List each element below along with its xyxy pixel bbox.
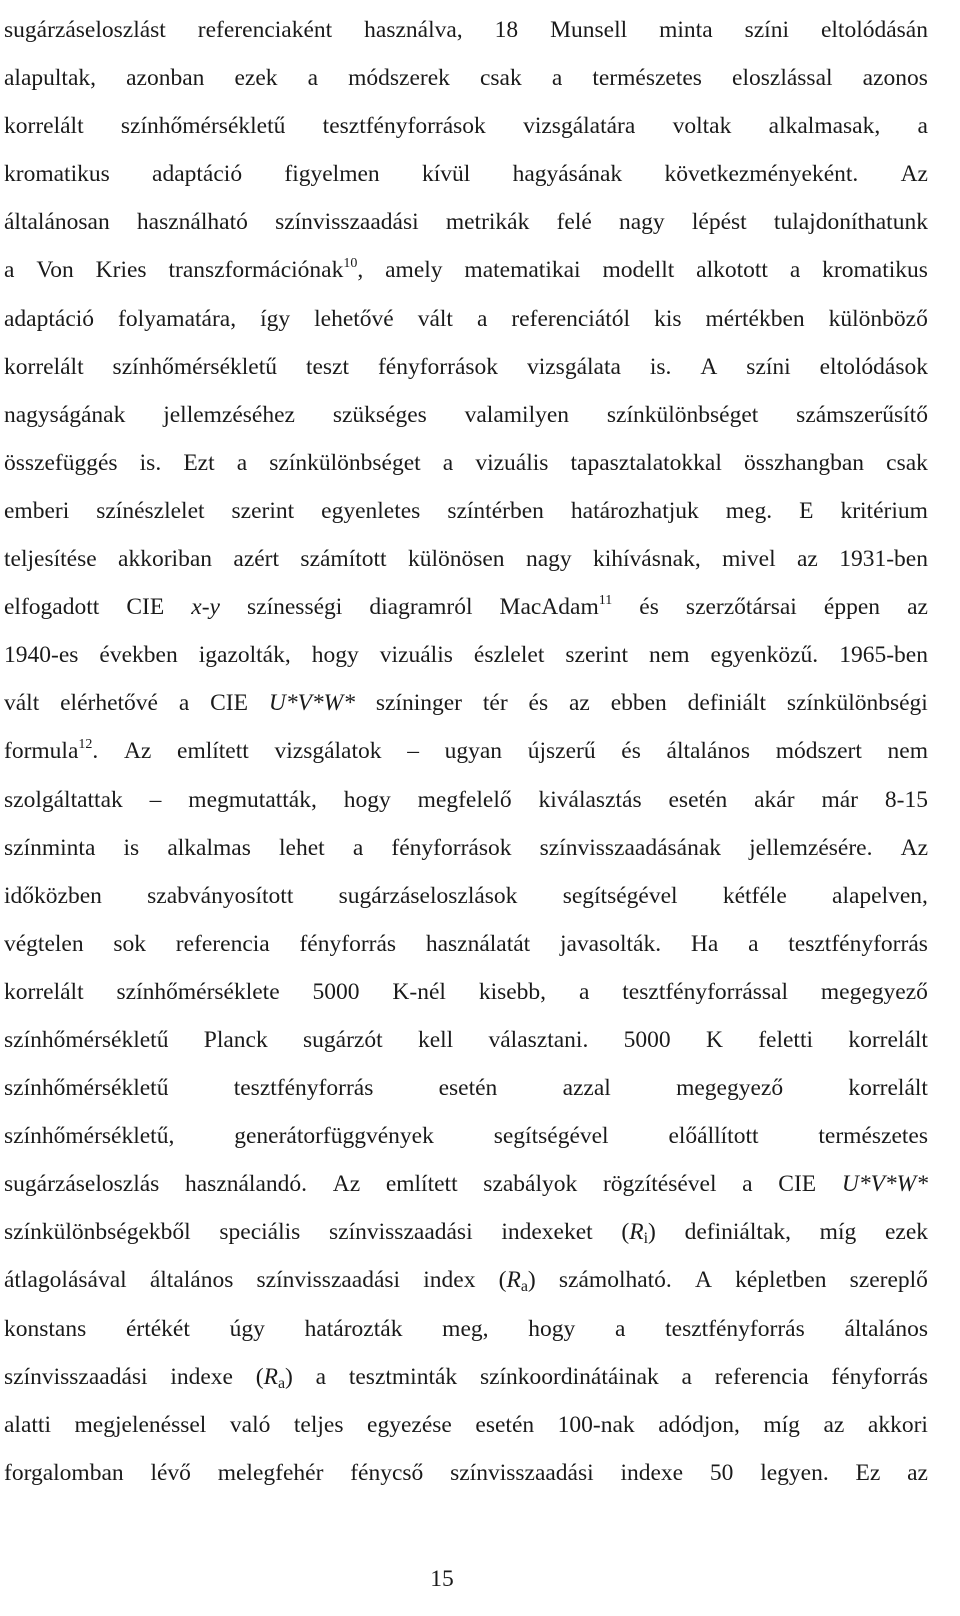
text-line: 1940-es években igazolták, hogy vizuális észlelet szerint nem egyenközű. 1965-ben [4,642,928,669]
text-line: konstans értékét úgy határozták meg, hogy a tesztfényforrás általános [4,1315,928,1342]
text-line: teljesítése akkoriban azért számított különösen nagy kihívásnak, mivel az 1931-ben [4,546,928,573]
text-line: formula$^{12}$. Az említett vizsgálatok – ugyan újszerű és általános módszert nem [4,737,928,765]
text-line: kromatikus adaptáció figyelmen kívül hagyásának következményeként. Az [4,161,928,188]
text-line: a Von Kries transzformációnak$^{10}$, amely matematikai modellt alkotott a kromatikus [4,256,928,284]
text-line: színminta is alkalmas lehet a fényforrások színvisszaadásának jellemzésére. Az [4,834,928,861]
text-line: szolgáltattak – megmutatták, hogy megfelelő kiválasztás esetén akár már 8-15 [4,786,928,813]
text-line: sugárzáseloszlást referenciaként használva, 18 Munsell minta színi eltolódásán [4,17,928,43]
text-line: vált elérhetővé a CIE U*V*W* színinger tér és az ebben definiált színkülönbségi [4,690,928,717]
body-text [4,6,928,1497]
text-line: korrelált színhőmérsékletű tesztfényforrások vizsgálatára voltak alkalmasak, a [4,113,928,140]
text-line: átlagolásával általános színvisszaadási index $(R_a)$ számolható. A képletben szereplő [4,1267,928,1296]
text-line: korrelált színhőmérsékletű teszt fényforrások vizsgálata is. A színi eltolódások [4,353,928,380]
text-line: színhőmérsékletű tesztfényforrás esetén azzal megegyező korrelált [4,1075,928,1102]
text-line: végtelen sok referencia fényforrás használatát javasolták. Ha a tesztfényforrás [4,930,928,957]
text-line: alatti megjelenéssel való teljes egyezése esetén 100-nak adódjon, míg az akkori [4,1411,928,1438]
text-line: nagyságának jellemzéséhez szükséges valamilyen színkülönbséget számszerűsítő [4,401,928,428]
text-line: emberi színészlelet szerint egyenletes színtérben határozhatjuk meg. E kritérium [4,497,928,524]
text-line: színhőmérsékletű, generátorfüggvények segítségével előállított természetes [4,1123,928,1150]
text-line: adaptáció folyamatára, így lehetővé vált a referenciától kis mértékben különböző [4,305,928,332]
text-line: időközben szabványosított sugárzáseloszlások segítségével kétféle alapelven, [4,882,928,909]
text-line: összefüggés is. Ezt a színkülönbséget a vizuális tapasztalatokkal összhangban csak [4,449,928,476]
text-line: elfogadott CIE x-y színességi diagramról MacAdam$^{11}$ és szerzőtársai éppen az [4,593,928,621]
text-line: általánosan használható színvisszaadási metrikák felé nagy lépést tulajdoníthatunk [4,209,928,236]
page-number: 15 [430,1566,454,1592]
text-line: színkülönbségekből speciális színvisszaadási indexeket $(R_i)$ definiáltak, míg ezek [4,1219,928,1248]
text-line: korrelált színhőmérséklete 5000 K-nél kisebb, a tesztfényforrással megegyező [4,978,928,1005]
text-line: sugárzáseloszlás használandó. Az említett szabályok rögzítésével a CIE U*V*W* [4,1171,928,1198]
text-line: alapultak, azonban ezek a módszerek csak a természetes eloszlással azonos [4,65,928,92]
text-line: színvisszaadási indexe $(R_a)$ a tesztminták színkoordinátáinak a referencia fényforrás [4,1363,928,1392]
text-line: színhőmérsékletű Planck sugárzót kell választani. 5000 K feletti korrelált [4,1026,928,1053]
text-line: forgalomban lévő melegfehér fénycső színvisszaadási indexe 50 legyen. Ez az [4,1459,928,1486]
